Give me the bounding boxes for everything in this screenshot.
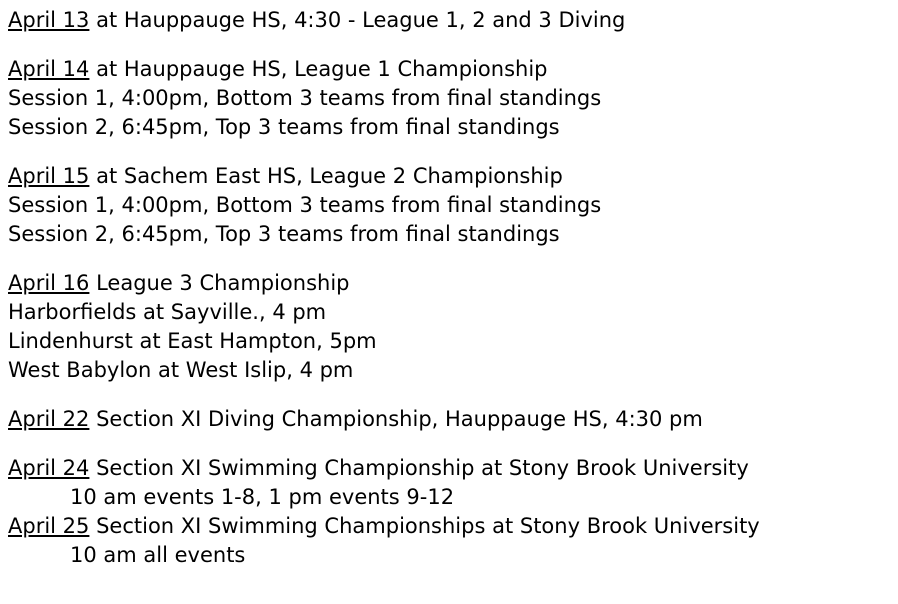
schedule-line [8,84,898,113]
event-text: Section XI Swimming Championships at Stony Brook University [89,514,760,538]
event-date: April 25 [8,514,90,538]
event-text: at Hauppauge HS, League 1 Championship [89,57,548,81]
event-text: 10 am all events [70,543,246,567]
schedule-block [8,55,898,142]
event-text: Session 1, 4:00pm, Bottom 3 teams from final standings [8,193,602,217]
event-text: Section XI Swimming Championship at Stony Brook University [89,456,749,480]
event-date: April 16 [8,271,90,295]
event-text: Section XI Diving Championship, Hauppauge HS, 4:30 pm [89,407,703,431]
schedule-line [8,483,898,512]
event-text: at Hauppauge HS, 4:30 - League 1, 2 and 3 Diving [89,8,626,32]
event-date: April 13 [8,8,90,32]
schedule-line [8,298,898,327]
schedule-line [8,6,898,35]
event-text: Session 2, 6:45pm, Top 3 teams from final standings [8,222,560,246]
schedule-line [8,454,898,483]
schedule-block [8,269,898,385]
schedule-line [8,162,898,191]
event-text: League 3 Championship [89,271,350,295]
event-text: Harborfields at Sayville., 4 pm [8,300,327,324]
event-text: West Babylon at West Islip, 4 pm [8,358,354,382]
schedule-block [8,454,898,570]
event-text: Lindenhurst at East Hampton, 5pm [8,329,377,353]
event-text: 10 am events 1-8, 1 pm events 9-12 [70,485,455,509]
schedule-line [8,55,898,84]
schedule-line [8,512,898,541]
schedule-block [8,162,898,249]
event-text: Session 2, 6:45pm, Top 3 teams from final standings [8,115,560,139]
schedule-line [8,113,898,142]
schedule-block [8,6,898,35]
event-date: April 15 [8,164,90,188]
schedule-line [8,541,898,570]
schedule-line [8,327,898,356]
schedule-block-list [8,6,898,570]
event-text: Session 1, 4:00pm, Bottom 3 teams from final standings [8,86,602,110]
schedule-line [8,405,898,434]
schedule-line [8,220,898,249]
event-date: April 14 [8,57,90,81]
event-text: at Sachem East HS, League 2 Championship [89,164,563,188]
schedule-line [8,269,898,298]
event-date: April 22 [8,407,90,431]
schedule-line [8,356,898,385]
schedule-block [8,405,898,434]
schedule-line [8,191,898,220]
event-date: April 24 [8,456,90,480]
